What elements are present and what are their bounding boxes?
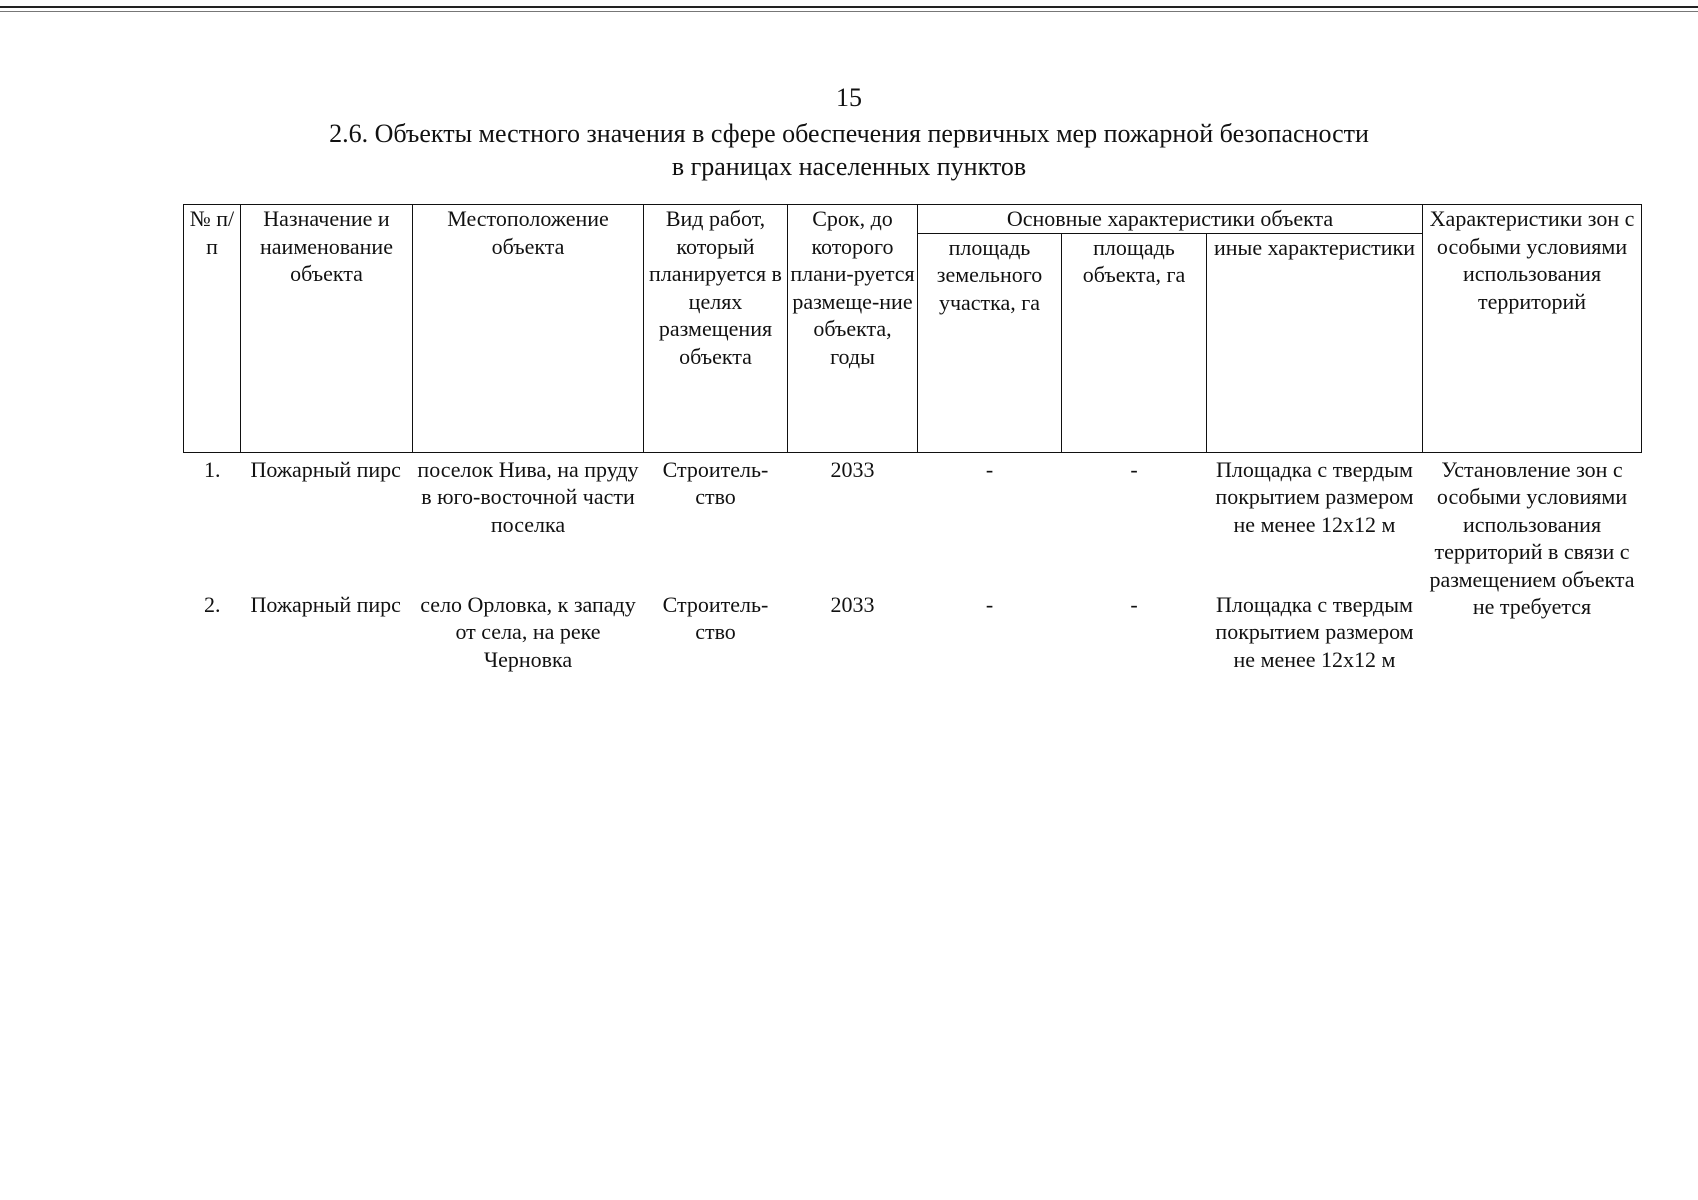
header-zones: Характеристики зон с особыми условиями использования территорий — [1423, 205, 1642, 453]
header-work-type: Вид работ, который планируется в целях размещения объекта — [644, 205, 788, 453]
cell-other: Площадка с твердым покрытием размером не менее 12х12 м — [1215, 456, 1414, 537]
table-header — [184, 205, 1642, 453]
cell-object-area: - — [1130, 456, 1138, 482]
header-purpose: Назначение и наименование объекта — [241, 205, 413, 453]
page-number: 15 — [836, 83, 862, 112]
cell-land-area: - — [985, 456, 994, 482]
cell-object-area: - — [1130, 591, 1138, 617]
header-object-area: площадь объекта, га — [1062, 233, 1207, 452]
cell-purpose: Пожарный пирс — [250, 456, 401, 482]
cell-deadline: 2033 — [830, 591, 875, 617]
header-land-area: площадь земельного участка, га — [918, 233, 1062, 452]
table-body — [184, 452, 1642, 673]
header-other: иные характеристики — [1207, 233, 1423, 452]
page-title — [0, 117, 1698, 183]
cell-purpose: Пожарный пирс — [250, 591, 401, 617]
header-location: Местоположение объекта — [413, 205, 644, 453]
header-num: № п/п — [184, 205, 241, 453]
cell-work-type: Строитель-ство — [662, 456, 769, 509]
cell-other: Площадка с твердым покрытием размером не менее 12х12 м — [1215, 591, 1414, 672]
cell-zones-note: Установление зон с особыми условиями использования территорий в связи с размещением объекта не требуется — [1429, 456, 1635, 619]
objects-table — [183, 204, 1642, 673]
scan-top-rule-thin — [0, 11, 1698, 12]
page-title-line-2: в границах населенных пунктов — [671, 152, 1027, 181]
cell-location: поселок Нива, на пруду в юго-восточной части поселка — [417, 456, 639, 537]
scan-top-rule — [0, 6, 1698, 8]
table-row — [184, 452, 1642, 591]
header-deadline: Срок, до которого плани-руется размеще-ние объекта, годы — [788, 205, 918, 453]
cell-num: 1. — [204, 456, 221, 482]
cell-num: 2. — [204, 591, 221, 617]
page-title-line-1: 2.6. Объекты местного значения в сфере обеспечения первичных мер пожарной безопасности — [329, 119, 1369, 148]
cell-deadline: 2033 — [830, 456, 875, 482]
header-main-characteristics: Основные характеристики объекта — [918, 205, 1423, 234]
cell-land-area: - — [985, 591, 994, 617]
cell-location: село Орловка, к западу от села, на реке Черновка — [420, 591, 636, 672]
cell-work-type: Строитель-ство — [662, 591, 769, 644]
